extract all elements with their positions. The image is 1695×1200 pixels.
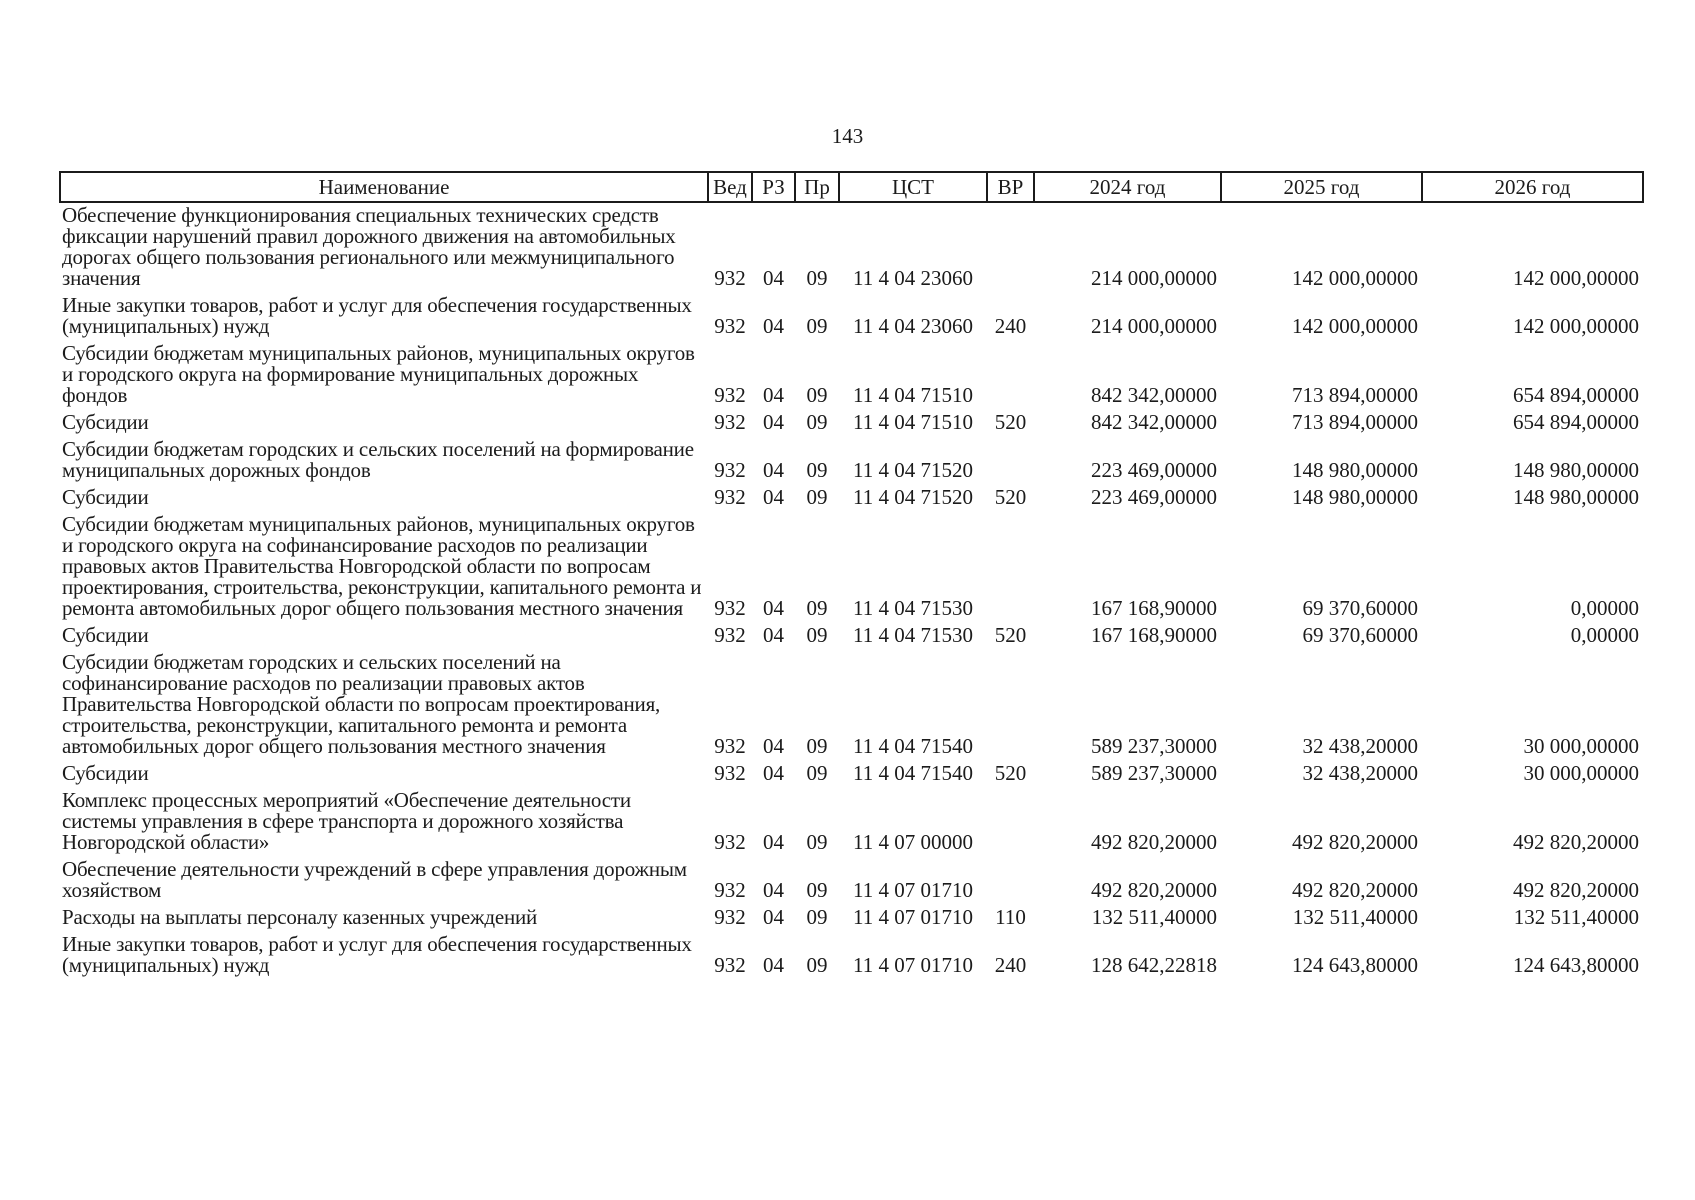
row-pr: 09 (806, 953, 828, 977)
table-row (60, 293, 1643, 341)
table-row (60, 485, 1643, 512)
row-amount-2024: 128 642,22818 (1091, 953, 1217, 977)
row-amount-2024: 167 168,90000 (1091, 596, 1217, 620)
row-amount-2026: 30 000,00000 (1523, 734, 1639, 758)
row-rz: 04 (763, 314, 784, 338)
row-cst: 11 4 04 71540 (853, 761, 973, 785)
row-cst: 11 4 07 00000 (853, 830, 973, 854)
row-name: Иные закупки товаров, работ и услуг для обеспечения государственных (муниципальных) нужд (62, 293, 692, 338)
row-name: Субсидии бюджетам муниципальных районов, муниципальных округов и городского округа на формирование муниципальных дорожных фондов (62, 341, 695, 407)
row-amount-2024: 492 820,20000 (1091, 830, 1217, 854)
row-amount-2025: 69 370,60000 (1302, 623, 1418, 647)
row-rz: 04 (763, 830, 784, 854)
header-2024: 2024 год (1034, 172, 1221, 202)
row-amount-2025: 148 980,00000 (1292, 458, 1418, 482)
row-amount-2025: 492 820,20000 (1292, 830, 1418, 854)
row-amount-2024: 589 237,30000 (1091, 761, 1217, 785)
table-row (60, 857, 1643, 905)
row-ved: 932 (714, 266, 746, 290)
row-rz: 04 (763, 485, 784, 509)
header-rz: РЗ (752, 172, 795, 202)
row-ved: 932 (714, 596, 746, 620)
row-pr: 09 (806, 596, 828, 620)
row-pr: 09 (806, 266, 828, 290)
row-ved: 932 (714, 485, 746, 509)
row-pr: 09 (806, 410, 828, 434)
row-ved: 932 (714, 878, 746, 902)
header-pr: Пр (795, 172, 839, 202)
header-2026: 2026 год (1422, 172, 1643, 202)
row-amount-2026: 654 894,00000 (1513, 410, 1639, 434)
row-name: Иные закупки товаров, работ и услуг для обеспечения государственных (муниципальных) нужд (62, 932, 692, 977)
row-name: Субсидии бюджетам муниципальных районов, муниципальных округов и городского округа на софинансирование расходов по реализации правовых актов Правительства Новгородской области по вопросам проектирования, строительства, реконструкции, капитального ремонта и ремонта автомобильных дорог общего пользования местного значения (62, 512, 702, 620)
row-pr: 09 (806, 623, 828, 647)
row-name: Субсидии (62, 623, 149, 647)
row-vr (987, 512, 1034, 623)
row-name: Комплекс процессных мероприятий «Обеспечение деятельности системы управления в сфере транспорта и дорожного хозяйства Новгородской области» (62, 788, 631, 854)
row-amount-2025: 713 894,00000 (1292, 383, 1418, 407)
header-2025: 2025 год (1221, 172, 1422, 202)
row-cst: 11 4 04 71510 (853, 410, 973, 434)
row-pr: 09 (806, 485, 828, 509)
row-rz: 04 (763, 458, 784, 482)
row-ved: 932 (714, 953, 746, 977)
table-row (60, 932, 1643, 980)
row-amount-2025: 32 438,20000 (1302, 761, 1418, 785)
table-row (60, 341, 1643, 410)
row-vr: 520 (994, 761, 1027, 785)
row-rz: 04 (763, 623, 784, 647)
row-amount-2024: 214 000,00000 (1091, 314, 1217, 338)
table-row (60, 202, 1643, 293)
row-amount-2024: 842 342,00000 (1091, 410, 1217, 434)
row-pr: 09 (806, 458, 828, 482)
row-amount-2024: 492 820,20000 (1091, 878, 1217, 902)
row-rz: 04 (763, 596, 784, 620)
row-cst: 11 4 07 01710 (853, 878, 973, 902)
row-vr: 240 (994, 314, 1027, 338)
row-amount-2025: 148 980,00000 (1292, 485, 1418, 509)
row-amount-2025: 32 438,20000 (1302, 734, 1418, 758)
row-rz: 04 (763, 410, 784, 434)
header-ved: Вед (708, 172, 752, 202)
row-pr: 09 (806, 314, 828, 338)
header-vr: ВР (987, 172, 1034, 202)
page-number: 143 (831, 124, 864, 148)
row-pr: 09 (806, 905, 828, 929)
table-row (60, 905, 1643, 932)
row-vr (987, 857, 1034, 905)
row-cst: 11 4 04 71530 (853, 596, 973, 620)
row-name: Обеспечение деятельности учреждений в сфере управления дорожным хозяйством (62, 857, 687, 902)
row-amount-2025: 69 370,60000 (1302, 596, 1418, 620)
table-row (60, 788, 1643, 857)
row-vr (987, 202, 1034, 293)
row-vr (987, 341, 1034, 410)
row-amount-2024: 132 511,40000 (1091, 905, 1217, 929)
row-name: Субсидии (62, 761, 149, 785)
row-ved: 932 (714, 623, 746, 647)
row-amount-2026: 492 820,20000 (1513, 878, 1639, 902)
row-amount-2024: 842 342,00000 (1091, 383, 1217, 407)
header-cst: ЦСТ (839, 172, 987, 202)
row-rz: 04 (763, 761, 784, 785)
table-row (60, 410, 1643, 437)
row-ved: 932 (714, 830, 746, 854)
row-name: Обеспечение функционирования специальных технических средств фиксации нарушений правил дорожного движения на автомобильных дорогах общего пользования регионального или межмуниципального значения (62, 203, 676, 290)
row-cst: 11 4 04 71530 (853, 623, 973, 647)
row-amount-2025: 124 643,80000 (1292, 953, 1418, 977)
row-vr (987, 437, 1034, 485)
row-vr: 520 (994, 410, 1027, 434)
row-name: Субсидии (62, 485, 149, 509)
row-pr: 09 (806, 734, 828, 758)
row-cst: 11 4 04 71520 (853, 485, 973, 509)
row-cst: 11 4 04 71540 (853, 734, 973, 758)
row-ved: 932 (714, 314, 746, 338)
row-amount-2026: 0,00000 (1570, 623, 1639, 647)
row-amount-2025: 142 000,00000 (1292, 266, 1418, 290)
row-cst: 11 4 04 71520 (853, 458, 973, 482)
row-pr: 09 (806, 878, 828, 902)
budget-table (59, 171, 1644, 980)
row-amount-2026: 142 000,00000 (1513, 266, 1639, 290)
row-amount-2026: 0,00000 (1570, 596, 1639, 620)
row-amount-2026: 654 894,00000 (1513, 383, 1639, 407)
row-ved: 932 (714, 905, 746, 929)
row-cst: 11 4 07 01710 (853, 905, 973, 929)
row-pr: 09 (806, 761, 828, 785)
table-row (60, 650, 1643, 761)
row-cst: 11 4 04 23060 (853, 266, 973, 290)
table-header (60, 172, 1643, 202)
row-amount-2024: 589 237,30000 (1091, 734, 1217, 758)
row-ved: 932 (714, 761, 746, 785)
row-amount-2026: 148 980,00000 (1513, 458, 1639, 482)
row-ved: 932 (714, 383, 746, 407)
row-amount-2025: 492 820,20000 (1292, 878, 1418, 902)
row-name: Субсидии (62, 410, 149, 434)
row-amount-2026: 142 000,00000 (1513, 314, 1639, 338)
row-vr: 520 (994, 485, 1027, 509)
row-ved: 932 (714, 458, 746, 482)
row-rz: 04 (763, 734, 784, 758)
row-amount-2025: 142 000,00000 (1292, 314, 1418, 338)
table-row (60, 437, 1643, 485)
row-name: Субсидии бюджетам городских и сельских поселений на формирование муниципальных дорожных фондов (62, 437, 694, 482)
row-amount-2025: 132 511,40000 (1292, 905, 1418, 929)
row-cst: 11 4 04 23060 (853, 314, 973, 338)
row-amount-2024: 167 168,90000 (1091, 623, 1217, 647)
row-vr: 520 (994, 623, 1027, 647)
row-rz: 04 (763, 953, 784, 977)
row-cst: 11 4 04 71510 (853, 383, 973, 407)
row-cst: 11 4 07 01710 (853, 953, 973, 977)
row-ved: 932 (714, 410, 746, 434)
row-vr (987, 650, 1034, 761)
row-amount-2024: 223 469,00000 (1091, 458, 1217, 482)
row-rz: 04 (763, 878, 784, 902)
row-name: Субсидии бюджетам городских и сельских поселений на софинансирование расходов по реализации правовых актов Правительства Новгородской области по вопросам проектирования, строительства, реконструкции, капитального ремонта и ремонта автомобильных дорог общего пользования местного значения (62, 650, 661, 758)
row-rz: 04 (763, 905, 784, 929)
table-body (60, 202, 1643, 980)
row-rz: 04 (763, 266, 784, 290)
row-amount-2025: 713 894,00000 (1292, 410, 1418, 434)
row-vr: 240 (994, 953, 1027, 977)
row-amount-2026: 30 000,00000 (1523, 761, 1639, 785)
row-amount-2026: 148 980,00000 (1513, 485, 1639, 509)
row-pr: 09 (806, 830, 828, 854)
row-amount-2024: 223 469,00000 (1091, 485, 1217, 509)
table-row (60, 623, 1643, 650)
row-amount-2024: 214 000,00000 (1091, 266, 1217, 290)
row-name: Расходы на выплаты персоналу казенных учреждений (62, 905, 538, 929)
row-vr: 110 (995, 905, 1026, 929)
header-name: Наименование (60, 172, 708, 202)
row-amount-2026: 492 820,20000 (1513, 830, 1639, 854)
row-vr (987, 788, 1034, 857)
row-ved: 932 (714, 734, 746, 758)
table-row (60, 761, 1643, 788)
row-amount-2026: 124 643,80000 (1513, 953, 1639, 977)
row-amount-2026: 132 511,40000 (1513, 905, 1639, 929)
row-pr: 09 (806, 383, 828, 407)
row-rz: 04 (763, 383, 784, 407)
table-row (60, 512, 1643, 623)
